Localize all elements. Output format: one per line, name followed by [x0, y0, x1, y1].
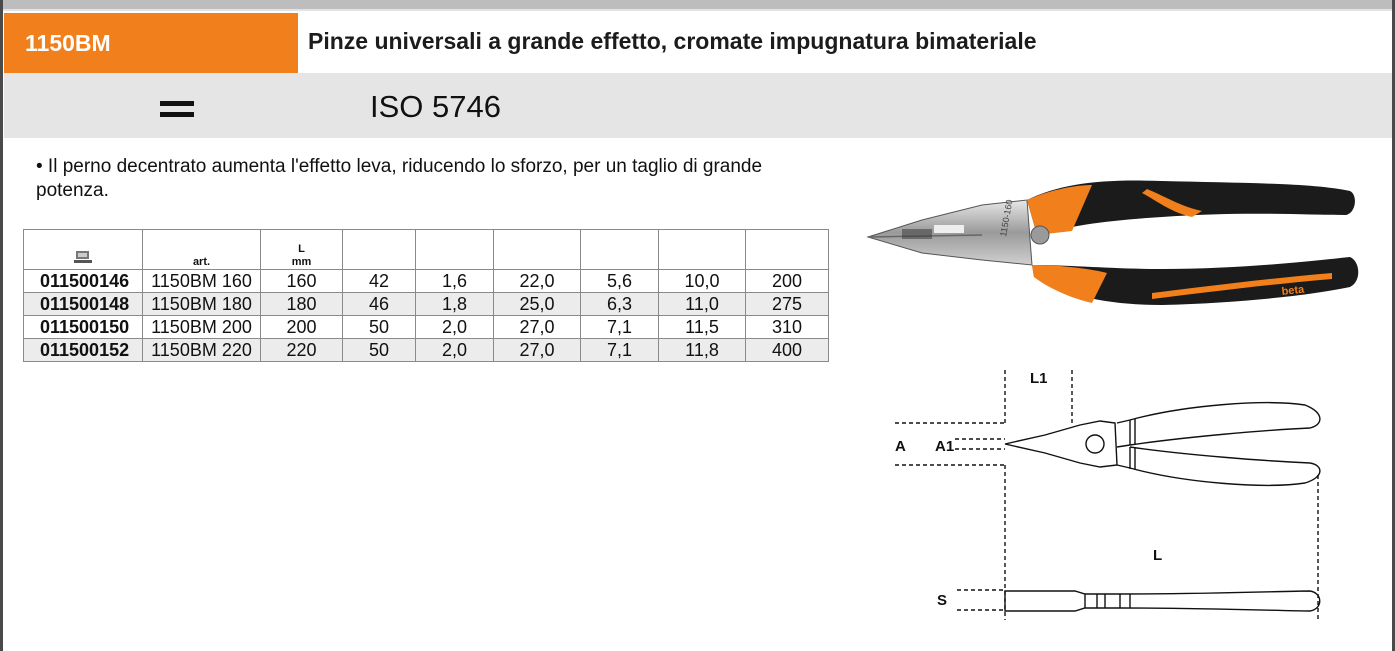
top-bar — [0, 0, 1395, 9]
cell-length: 180 — [261, 293, 343, 316]
table-row — [24, 316, 829, 339]
label-A: A — [895, 438, 906, 455]
header-col5 — [416, 230, 494, 270]
equals-icon — [160, 101, 194, 117]
cell-length: 200 — [261, 316, 343, 339]
left-edge — [0, 0, 3, 651]
cell-value: 27,0 — [494, 339, 581, 362]
cell-value: 46 — [343, 293, 416, 316]
cell-value: 11,8 — [659, 339, 746, 362]
header-col9 — [746, 230, 829, 270]
svg-text:1150-160: 1150-160 — [998, 198, 1015, 238]
header-art: art. — [143, 230, 261, 270]
cell-length: 220 — [261, 339, 343, 362]
cell-code: 011500146 — [24, 270, 143, 293]
cell-article: 1150BM 220 — [143, 339, 261, 362]
cell-value: 11,0 — [659, 293, 746, 316]
product-code-box — [4, 13, 298, 73]
top-bar-line — [0, 9, 1395, 11]
product-code: 1150BM — [25, 29, 111, 56]
cell-value: 10,0 — [659, 270, 746, 293]
spec-table — [23, 229, 829, 362]
cell-code: 011500148 — [24, 293, 143, 316]
cell-length: 160 — [261, 270, 343, 293]
cell-value: 11,5 — [659, 316, 746, 339]
header-col4 — [343, 230, 416, 270]
cell-value: 2,0 — [416, 316, 494, 339]
computer-icon — [74, 251, 92, 263]
cell-article: 1150BM 160 — [143, 270, 261, 293]
cell-value: 200 — [746, 270, 829, 293]
header-length: L mm — [261, 230, 343, 270]
cell-code: 011500150 — [24, 316, 143, 339]
table-row — [24, 293, 829, 316]
label-A1: A1 — [935, 438, 955, 455]
table-row — [24, 339, 829, 362]
cell-article: 1150BM 180 — [143, 293, 261, 316]
product-title: Pinze universali a grande effetto, cromate impugnatura bimateriale — [308, 28, 1037, 54]
cell-value: 27,0 — [494, 316, 581, 339]
cell-value: 400 — [746, 339, 829, 362]
cell-value: 275 — [746, 293, 829, 316]
cell-value: 42 — [343, 270, 416, 293]
feature-description: • Il perno decentrato aumenta l'effetto leva, riducendo lo sforzo, per un taglio di grande potenza. — [36, 156, 763, 201]
dimension-drawing — [885, 365, 1330, 625]
cell-article: 1150BM 200 — [143, 316, 261, 339]
pliers-photo — [862, 165, 1362, 315]
cell-value: 5,6 — [581, 270, 659, 293]
table-header-row — [24, 230, 829, 270]
header-col7 — [581, 230, 659, 270]
cell-value: 6,3 — [581, 293, 659, 316]
cell-value: 25,0 — [494, 293, 581, 316]
cell-value: 22,0 — [494, 270, 581, 293]
cell-value: 7,1 — [581, 316, 659, 339]
cell-value: 310 — [746, 316, 829, 339]
norm-text: ISO 5746 — [370, 89, 501, 124]
table-row — [24, 270, 829, 293]
header-computer — [24, 230, 143, 270]
norm-band — [4, 73, 1392, 138]
header-col6 — [494, 230, 581, 270]
label-L1: L1 — [1030, 370, 1048, 387]
label-L: L — [1153, 547, 1163, 564]
cell-value: 2,0 — [416, 339, 494, 362]
svg-text:beta: beta — [1281, 283, 1305, 298]
cell-value: 50 — [343, 316, 416, 339]
cell-value: 50 — [343, 339, 416, 362]
header-col8 — [659, 230, 746, 270]
label-S: S — [937, 592, 948, 609]
cell-value: 1,6 — [416, 270, 494, 293]
cell-value: 7,1 — [581, 339, 659, 362]
cell-code: 011500152 — [24, 339, 143, 362]
cell-value: 1,8 — [416, 293, 494, 316]
